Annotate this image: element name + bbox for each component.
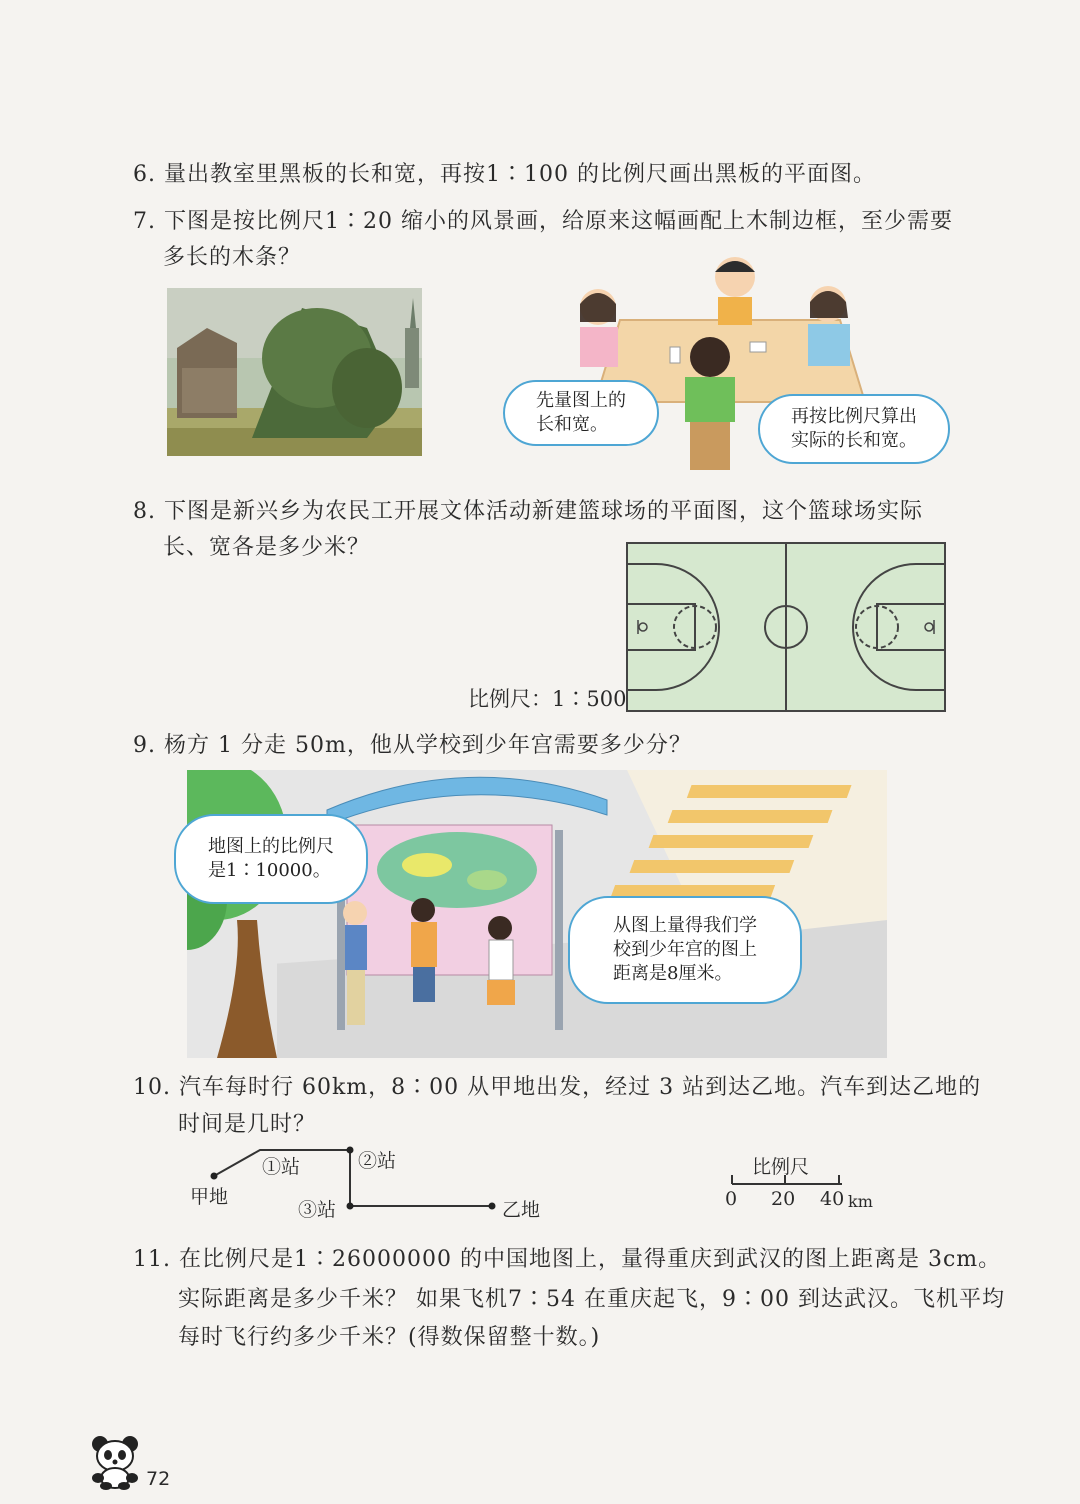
court-scale-label: 比例尺：1∶500	[468, 687, 627, 711]
question-6: 6. 量出教室里黑板的长和宽，再按1∶100 的比例尺画出黑板的平面图。	[133, 162, 876, 187]
landscape-painting	[167, 288, 422, 456]
question-7-line2: 多长的木条？	[163, 245, 302, 270]
question-11-line2: 实际距离是多少千米？ 如果飞机7∶54 在重庆起飞，9∶00 到达武汉。飞机平均	[178, 1287, 1005, 1312]
question-10-line2: 时间是几时？	[178, 1112, 317, 1137]
question-7-line1: 7. 下图是按比例尺1∶20 缩小的风景画，给原来这幅画配上木制边框，至少需要	[133, 209, 953, 234]
speech-bubble-calculate: 再按比例尺算出 实际的长和宽。	[758, 394, 950, 464]
speech-bubble-map-distance: 从图上量得我们学 校到少年宫的图上 距离是8厘米。	[568, 896, 802, 1004]
speech-bubble-measure: 先量图上的 长和宽。	[503, 380, 659, 446]
route-station-2-label: ②站	[358, 1150, 397, 1172]
question-8-line2: 长、宽各是多少米？	[163, 535, 371, 560]
route-station-1-label: ①站	[262, 1156, 301, 1178]
scalebar-tick-20: 20	[771, 1188, 796, 1210]
scalebar-unit: km	[848, 1192, 873, 1211]
question-11-line1: 11. 在比例尺是1∶26000000 的中国地图上，量得重庆到武汉的图上距离是 3cm。	[133, 1247, 1002, 1272]
page-number: 72	[146, 1468, 171, 1490]
scalebar-line	[722, 1172, 852, 1188]
speech-bubble-map-scale: 地图上的比例尺 是1∶10000。	[174, 814, 368, 904]
scalebar-tick-0: 0	[725, 1188, 738, 1210]
question-11-line3: 每时飞行约多少千米？(得数保留整十数。)	[178, 1325, 601, 1350]
route-start-label: 甲地	[190, 1186, 229, 1208]
route-end-label: 乙地	[502, 1199, 541, 1221]
question-8-line1: 8. 下图是新兴乡为农民工开展文体活动新建篮球场的平面图，这个篮球场实际	[133, 499, 923, 524]
question-9: 9. 杨方 1 分走 50m，他从学校到少年宫需要多少分？	[133, 733, 692, 758]
question-10-line1: 10. 汽车每时行 60km，8∶00 从甲地出发，经过 3 站到达乙地。汽车到达乙地的	[133, 1075, 982, 1100]
route-station-3-label: ③站	[298, 1199, 337, 1221]
basketball-court-plan	[626, 542, 946, 712]
panda-icon	[86, 1432, 144, 1490]
scalebar-tick-40: 40	[820, 1188, 845, 1210]
scalebar-title: 比例尺	[752, 1156, 810, 1178]
